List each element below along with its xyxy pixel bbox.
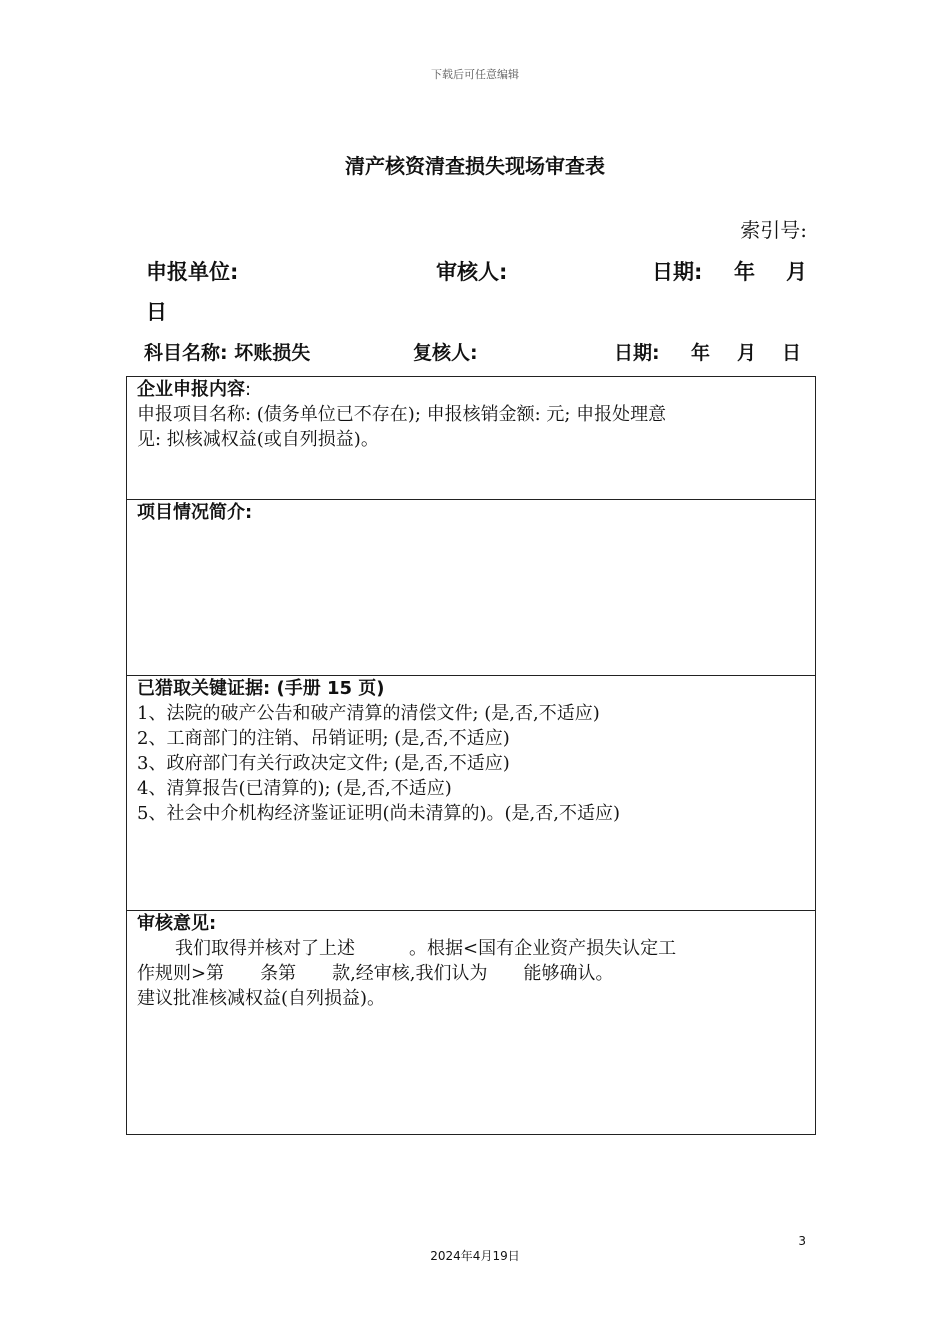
footer-date: 2024年4月19日 bbox=[430, 1249, 520, 1263]
year-label-2: 年 bbox=[691, 342, 711, 364]
subject-name-label: 科目名称: 坏账损失 bbox=[144, 342, 311, 364]
opinion-title: 审核意见: bbox=[137, 913, 217, 934]
intro-title: 项目情况简介: bbox=[137, 502, 253, 523]
declaration-section bbox=[127, 377, 816, 500]
declaration-title: 企业申报内容: bbox=[137, 379, 252, 400]
evidence-item: 4、清算报告(已清算的); (是,否,不适应) bbox=[137, 778, 452, 799]
opinion-line-1: 我们取得并核对了上述 。根据<国有企业资产损失认定工 bbox=[175, 938, 677, 959]
date-label-2: 日期: bbox=[614, 342, 660, 364]
intro-section bbox=[127, 500, 816, 676]
rechecker-label: 复核人: bbox=[413, 342, 478, 364]
month-label-2: 月 bbox=[737, 342, 757, 364]
declaration-line-1: 申报项目名称: (债务单位已不存在); 申报核销金额: 元; 申报处理意 bbox=[137, 404, 667, 425]
year-label: 年 bbox=[734, 260, 755, 284]
declaration-line-2: 见: 拟核减权益(或自列损益)。 bbox=[137, 429, 379, 450]
header-note: 下载后可任意编辑 bbox=[431, 68, 519, 81]
opinion-line-2: 作规则>第 条第 款,经审核,我们认为 能够确认。 bbox=[137, 963, 614, 984]
month-label: 月 bbox=[786, 260, 807, 284]
evidence-item: 2、工商部门的注销、吊销证明; (是,否,不适应) bbox=[137, 728, 510, 749]
evidence-item: 3、政府部门有关行政决定文件; (是,否,不适应) bbox=[137, 753, 510, 774]
opinion-section bbox=[127, 911, 816, 1135]
evidence-item: 5、社会中介机构经济鉴证证明(尚未清算的)。(是,否,不适应) bbox=[137, 803, 620, 824]
day-label: 日 bbox=[146, 300, 167, 324]
page-title: 清产核资清查损失现场审查表 bbox=[345, 154, 605, 178]
review-form-table bbox=[126, 376, 816, 1135]
page-number: 3 bbox=[798, 1234, 806, 1248]
evidence-title: 已猎取关键证据: (手册 15 页) bbox=[137, 678, 385, 699]
evidence-item: 1、法院的破产公告和破产清算的清偿文件; (是,否,不适应) bbox=[137, 703, 600, 724]
index-number-label: 索引号: bbox=[740, 218, 807, 242]
opinion-line-3: 建议批准核减权益(自列损益)。 bbox=[137, 988, 386, 1009]
date-label: 日期: bbox=[652, 260, 703, 284]
day-label-2: 日 bbox=[782, 342, 802, 364]
reporting-unit-label: 申报单位: bbox=[146, 260, 239, 284]
evidence-section bbox=[127, 676, 816, 911]
reviewer-label: 审核人: bbox=[436, 260, 508, 284]
